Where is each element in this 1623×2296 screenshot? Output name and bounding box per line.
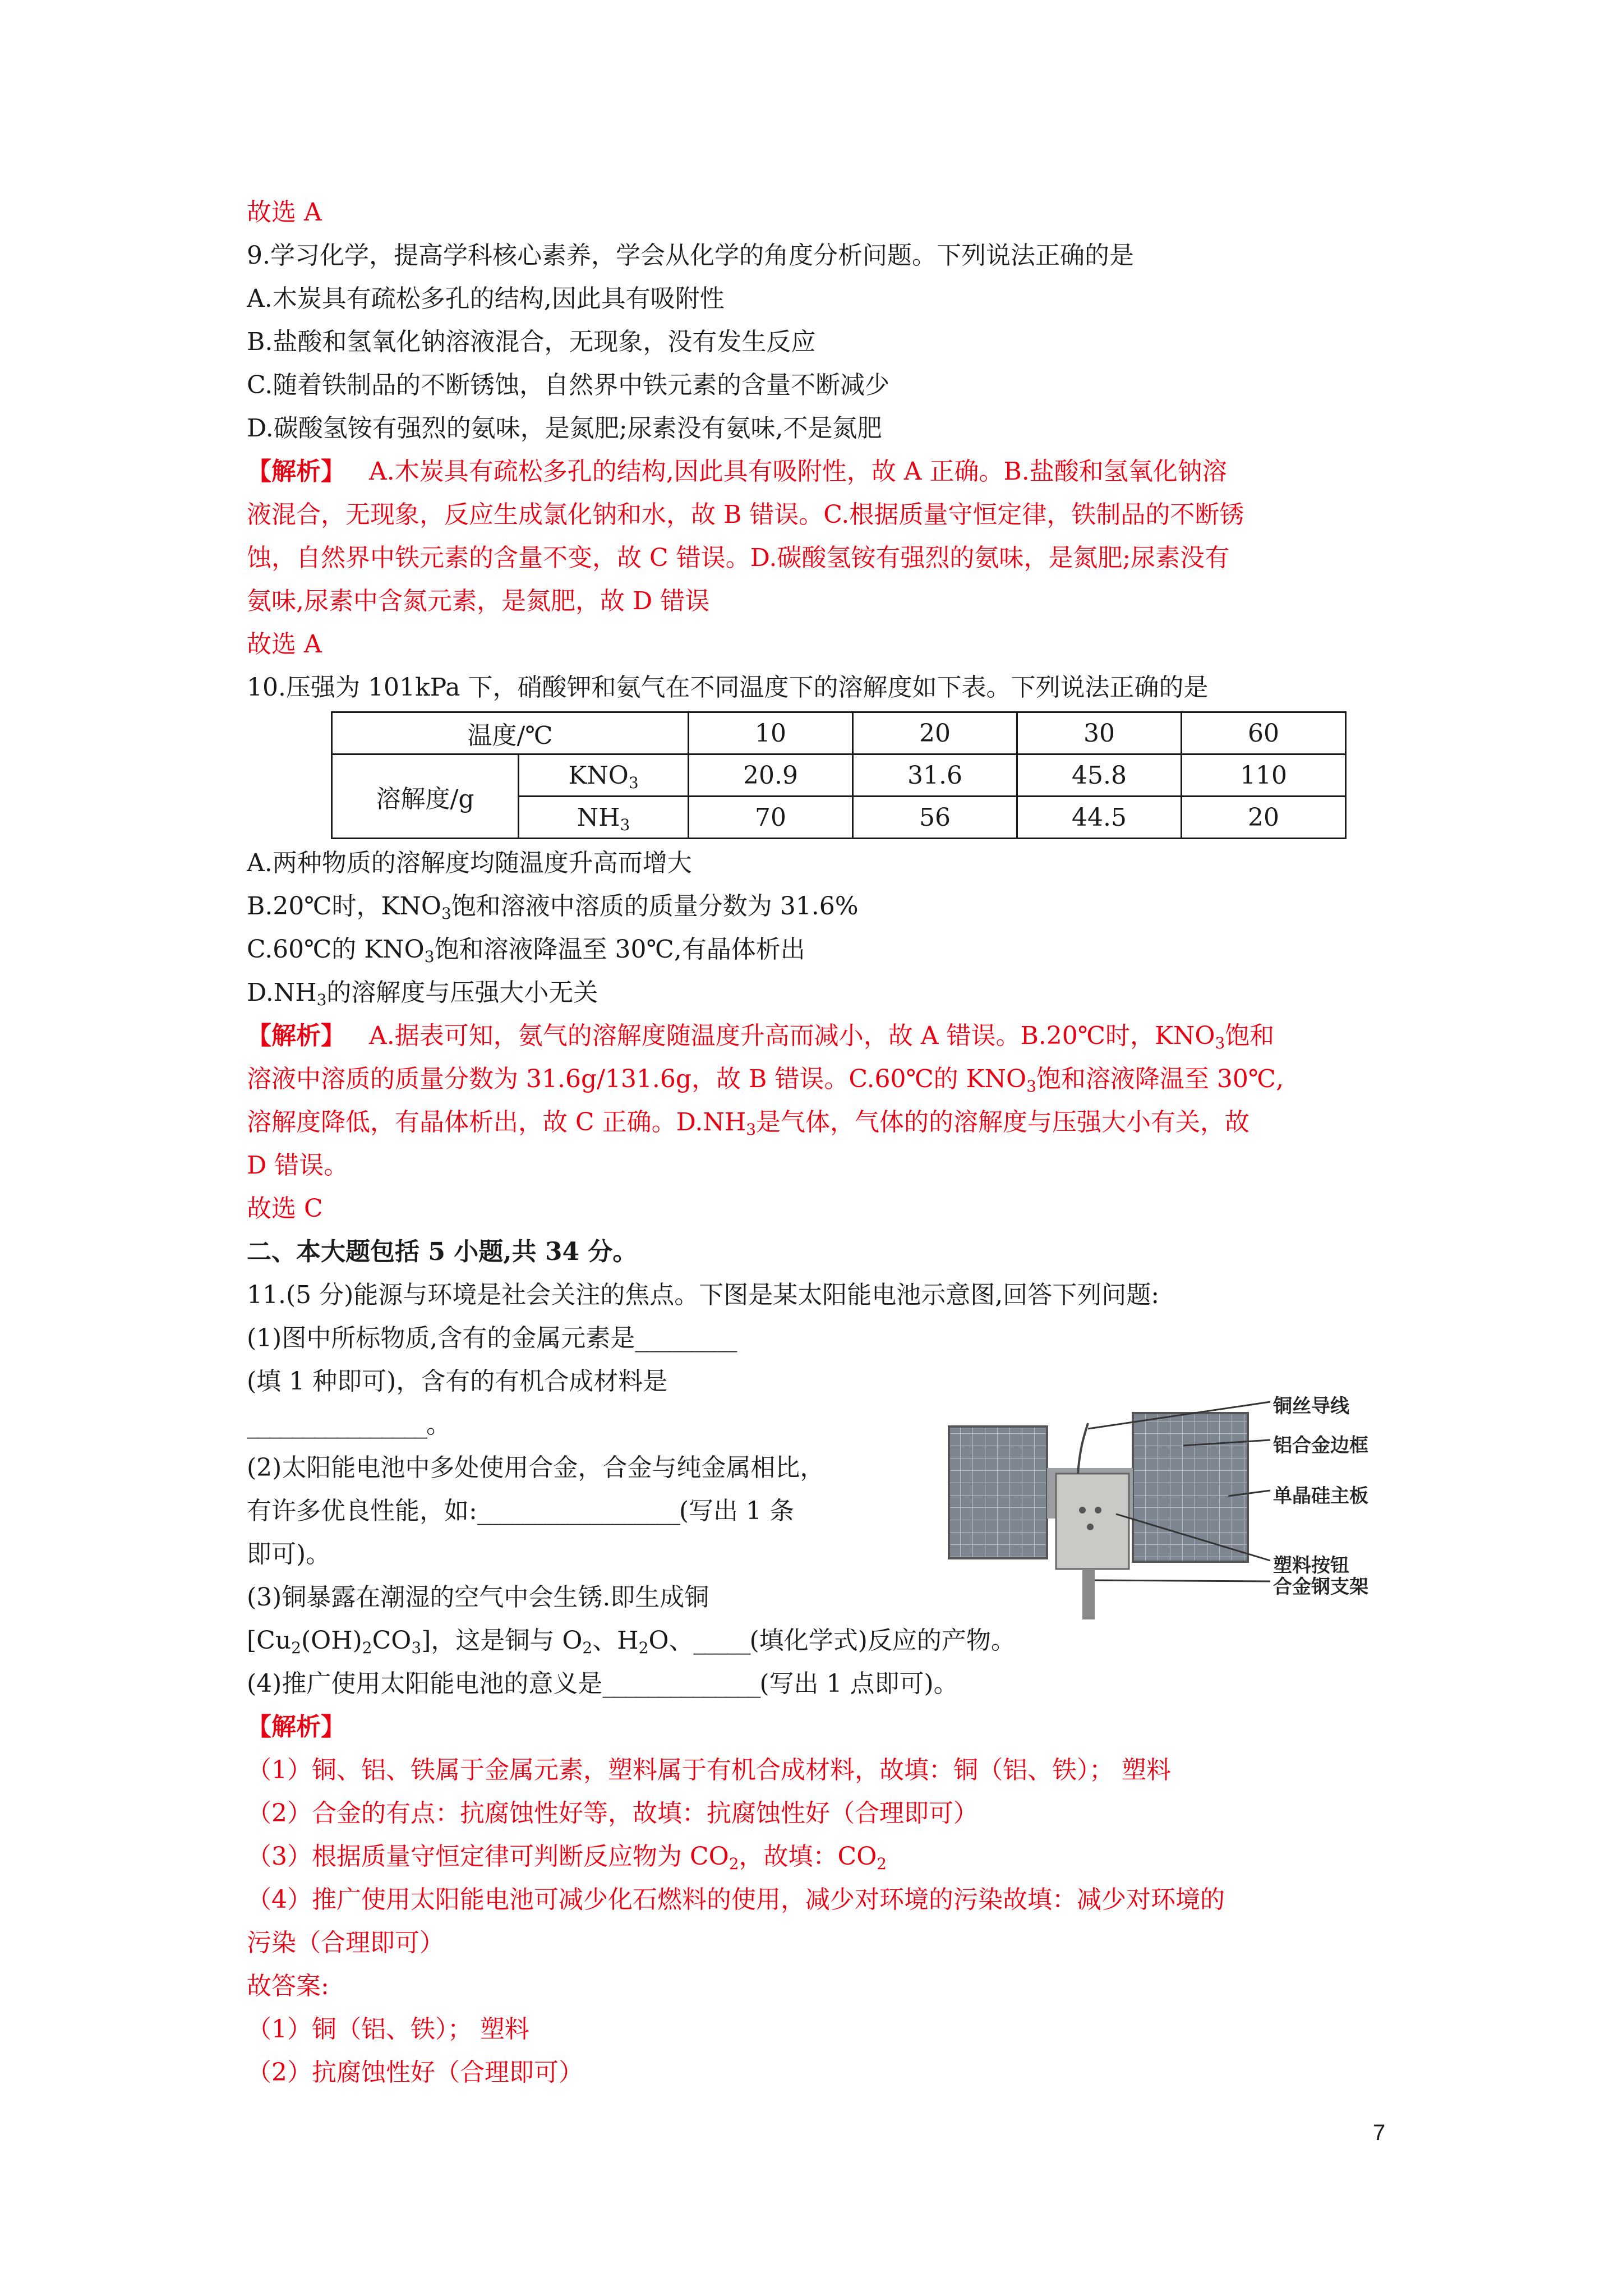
section-heading: 二、本大题包括 5 小题,共 34 分。 — [247, 1237, 638, 1266]
q10-stem: 10.压强为 101kPa 下，硝酸钾和氨气在不同温度下的溶解度如下表。下列说法正确的是 — [247, 673, 1209, 702]
nh3-label: $NH_3$ — [519, 797, 689, 839]
q9-option-a: A.木炭具有疏松多孔的结构,因此具有吸附性 — [247, 284, 725, 313]
figure-label-al-frame: 铝合金边框 — [1273, 1434, 1368, 1457]
q11-part-2b: 有许多优良性能，如:__________________(写出 1 条 — [247, 1497, 794, 1525]
table-cell: 45.8 — [1017, 754, 1182, 797]
q10-answer: 故选 C — [247, 1194, 323, 1223]
q9-analysis-line-3: 蚀，自然界中铁元素的含量不变，故 C 错误。D.碳酸氢铵有强烈的氨味，是氮肥;尿素没有 — [247, 544, 1230, 572]
q9-option-c: C.随着铁制品的不断锈蚀，自然界中铁元素的含量不断减少 — [247, 371, 890, 399]
q10-analysis-label: 【解析】 — [247, 1022, 345, 1050]
q11-analysis-label: 【解析】 — [247, 1713, 345, 1741]
q11-analysis-4: （4）推广使用太阳能电池可减少化石燃料的使用，减少对环境的污染故填：减少对环境的 — [247, 1885, 1225, 1914]
q9-analysis-label: 【解析】 — [247, 457, 345, 486]
table-row — [332, 712, 1346, 754]
q9-analysis-line-2: 液混合，无现象，反应生成氯化钠和水，故 B 错误。C.根据质量守恒定律，铁制品的不断锈 — [247, 500, 1244, 529]
q9-analysis-line-4: 氨味,尿素中含氮元素，是氮肥，故 D 错误 — [247, 587, 710, 615]
page-number: 7 — [1373, 2120, 1386, 2145]
q11-answer-2: （2）抗腐蚀性好（合理即可） — [247, 2058, 583, 2087]
temp-cell: 30 — [1017, 712, 1182, 754]
figure-label-copper-wire: 铜丝导线 — [1273, 1395, 1349, 1418]
q9-answer: 故选 A — [247, 630, 322, 659]
table-cell: 31.6 — [853, 754, 1017, 797]
q9-stem: 9.学习化学，提高学科核心素养，学会从化学的角度分析问题。下列说法正确的是 — [247, 241, 1134, 270]
temp-cell: 60 — [1182, 712, 1346, 754]
q9-option-b: B.盐酸和氢氧化钠溶液混合，无现象，没有发生反应 — [247, 328, 816, 356]
q11-part-1c: ________________。 — [247, 1410, 451, 1439]
table-cell: 110 — [1182, 754, 1346, 797]
figure-label-plastic-button: 塑料按钮 — [1273, 1554, 1349, 1577]
q11-answer-1: （1）铜（铝、铁）； 塑料 — [247, 2015, 529, 2044]
solubility-table — [331, 711, 1347, 839]
q10-analysis-line-1: 【解析】 A.据表可知，氨气的溶解度随温度升高而减小，故 A 错误。B.20℃时，$KNO_3$饱和 — [247, 1022, 1275, 1052]
q10-analysis-line-3: 溶解度降低，有晶体析出，故 C 正确。$D.NH_3$是气体，气体的的溶解度与压强大小有关，故 — [247, 1108, 1250, 1139]
q11-analysis-5: 污染（合理即可） — [247, 1929, 444, 1957]
temp-header: 温度/℃ — [332, 712, 689, 754]
q11-answer-label: 故答案: — [247, 1972, 329, 2000]
q11-stem: 11.(5 分)能源与环境是社会关注的焦点。下图是某太阳能电池示意图,回答下列问题: — [247, 1281, 1160, 1309]
q11-part-2c: 即可)。 — [247, 1540, 331, 1568]
q11-part-3a: (3)铜暴露在潮湿的空气中会生锈.即生成铜 — [247, 1583, 709, 1612]
table-cell: 20 — [1182, 797, 1346, 839]
q11-part-4: (4)推广使用太阳能电池的意义是______________(写出 1 点即可)。 — [247, 1669, 958, 1698]
page-content — [247, 191, 1391, 2094]
table-row — [332, 754, 1346, 797]
q9-option-d: D.碳酸氢铵有强烈的氨味，是氮肥;尿素没有氨味,不是氮肥 — [247, 414, 882, 443]
q11-body — [247, 1317, 1391, 1619]
table-cell: 56 — [853, 797, 1017, 839]
q11-part-3b: $[Cu_2(OH)_2CO_3]$，这是铜与 $O_2$、$H_2O$、_____(填化学式)反应的产物。 — [247, 1626, 1016, 1657]
q11-analysis-3: （3）根据质量守恒定律可判断反应物为 $CO_2$，故填：$CO_2$ — [247, 1842, 887, 1873]
figure-label-si-board: 单晶硅主板 — [1273, 1485, 1368, 1507]
q11-part-1a: (1)图中所标物质,含有的金属元素是_________ — [247, 1324, 736, 1352]
q11-part-1b: (填 1 种即可)，含有的有机合成材料是 — [247, 1367, 668, 1396]
temp-cell: 20 — [853, 712, 1017, 754]
temp-cell: 10 — [689, 712, 853, 754]
q10-option-c: C.60℃的 $KNO_3$饱和溶液降温至 30℃,有晶体析出 — [247, 935, 805, 966]
table-cell: 20.9 — [689, 754, 853, 797]
q10-analysis-line-2: 溶液中溶质的质量分数为 31.6g/131.6g，故 B 错误。C.60℃的 $KNO_3$饱和溶液降温至 30℃, — [247, 1065, 1284, 1096]
q11-part-2a: (2)太阳能电池中多处使用合金，合金与纯金属相比， — [247, 1453, 825, 1482]
q8-answer: 故选 A — [247, 198, 322, 227]
q10-analysis-line-4: D 错误。 — [247, 1151, 349, 1180]
q9-analysis-line-1: 【解析】 A.木炭具有疏松多孔的结构,因此具有吸附性，故 A 正确。B.盐酸和氢氧化钠溶 — [247, 457, 1227, 486]
table-cell: 44.5 — [1017, 797, 1182, 839]
solubility-label: 溶解度/g — [332, 754, 519, 839]
figure-label-steel-stand: 合金钢支架 — [1273, 1576, 1368, 1598]
q10-option-d: $D.NH_3$的溶解度与压强大小无关 — [247, 978, 598, 1009]
q10-option-a: A.两种物质的溶解度均随温度升高而增大 — [247, 849, 692, 877]
solar-panel-figure — [948, 1384, 1391, 1619]
kno3-label: $KNO_3$ — [519, 754, 689, 797]
q11-analysis-2: （2）合金的有点：抗腐蚀性好等，故填：抗腐蚀性好（合理即可） — [247, 1799, 978, 1828]
table-cell: 70 — [689, 797, 853, 839]
q10-option-b: B.20℃时，$KNO_3$饱和溶液中溶质的质量分数为 31.6% — [247, 892, 859, 923]
q11-analysis-1: （1）铜、铝、铁属于金属元素，塑料属于有机合成材料，故填：铜（铝、铁）； 塑料 — [247, 1756, 1171, 1784]
